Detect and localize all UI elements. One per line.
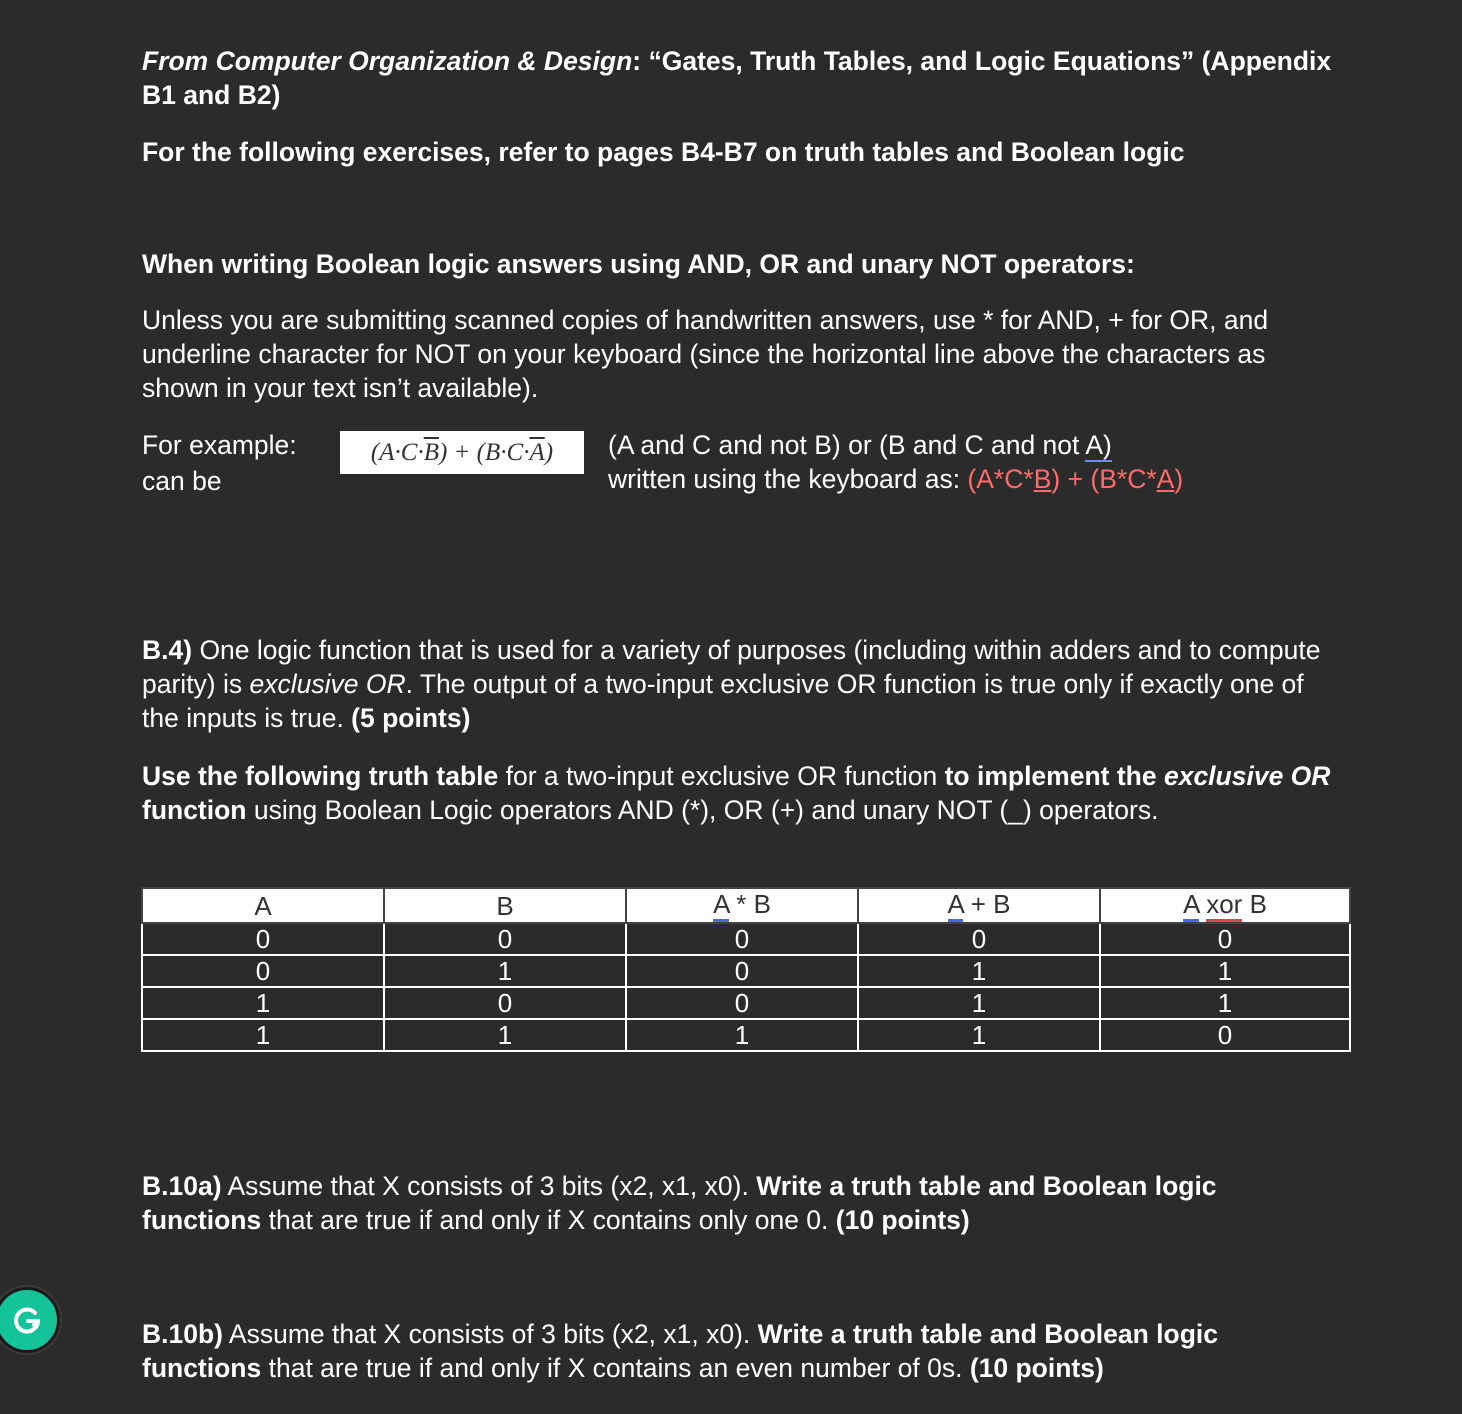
table-cell: 0 — [858, 923, 1100, 955]
example-can-be: can be — [142, 466, 222, 496]
instruction-bold: function — [142, 795, 247, 825]
kb-part: ) — [1174, 464, 1184, 494]
header-label: A * B — [713, 889, 771, 922]
instruction-text: for a two-input exclusive OR function — [498, 761, 945, 791]
question-text: Assume that X consists of 3 bits (x2, x1, x0). — [221, 1171, 757, 1201]
when-heading: When writing Boolean logic answers using AND, OR and unary NOT operators: — [142, 249, 1135, 279]
question-b10a — [142, 1169, 1342, 1237]
table-header-row — [142, 888, 1350, 923]
table-cell: 0 — [626, 987, 858, 1019]
question-id: B.4) — [142, 635, 193, 665]
question-id: B.10a) — [142, 1171, 222, 1201]
truth-table — [141, 887, 1351, 1052]
table-header-cell — [626, 888, 858, 923]
table-cell: 1 — [384, 1019, 626, 1051]
table-cell: 0 — [142, 955, 384, 987]
truth-table-instruction — [142, 759, 1342, 827]
kb-part: ) + (B*C* — [1051, 464, 1157, 494]
instruction-text: using Boolean Logic operators AND (*), OR (+) and unary NOT (_) operators. — [246, 795, 1159, 825]
table-cell: 0 — [1100, 1019, 1350, 1051]
table-header-cell — [384, 888, 626, 923]
question-text-bold: Write a truth table and Boolean logic functions — [142, 1171, 1217, 1235]
example-description — [608, 428, 1368, 496]
question-text: . The output of a two-input exclusive OR function is true only if exactly one of the inputs is true. — [142, 669, 1304, 733]
question-text: One logic function that is used for a variety of purposes (including within adders and to compute parity) is — [142, 635, 1321, 699]
table-cell: 0 — [626, 923, 858, 955]
question-points: (5 points) — [351, 703, 471, 733]
table-cell: 0 — [1100, 923, 1350, 955]
example-desc-text: (A and C and not B) or (B and C and not — [608, 430, 1086, 460]
formula-part: ) + (B·C· — [438, 439, 530, 466]
formula-b-bar: $\overline{B}$ — [423, 439, 439, 466]
table-cell: 0 — [384, 987, 626, 1019]
kb-not-a: A — [1156, 464, 1175, 494]
formula-part: ) — [544, 439, 554, 466]
table-cell: 1 — [142, 987, 384, 1019]
table-row — [142, 923, 1350, 955]
question-text-bold: Write a truth table and Boolean logic functions — [142, 1319, 1219, 1383]
table-cell: 1 — [858, 987, 1100, 1019]
instruction-bold-italic: exclusive OR — [1163, 761, 1331, 791]
table-header-cell — [1100, 888, 1350, 923]
formula-image — [340, 431, 584, 474]
source-subtitle: : “Gates, Truth Tables, and Logic Equations” (Appendix B1 and B2) — [142, 46, 1332, 110]
table-header-cell — [858, 888, 1100, 923]
question-id: B.10b) — [142, 1319, 223, 1349]
question-text: that are true if and only if X contains only one 0. — [261, 1205, 836, 1235]
example-desc-line1 — [608, 428, 1368, 462]
keyboard-expression — [967, 464, 1183, 494]
formula-part: (A·C· — [370, 439, 424, 466]
source-title: From Computer Organization & Design — [142, 46, 633, 76]
table-cell: 1 — [142, 1019, 384, 1051]
kb-part: (A*C* — [967, 464, 1034, 494]
header-label: A — [254, 890, 272, 921]
question-text-italic: exclusive OR — [249, 669, 406, 699]
question-b4 — [142, 633, 1342, 735]
instruction-bold: Use the following truth table — [142, 761, 499, 791]
header-op: * — [736, 889, 747, 919]
refer-instruction: For the following exercises, refer to pages B4-B7 on truth tables and Boolean logic — [142, 137, 1185, 167]
kb-not-b: B — [1033, 464, 1052, 494]
instruction-bold: to implement the — [944, 761, 1164, 791]
header-label: B — [496, 890, 514, 921]
table-row — [142, 1019, 1350, 1051]
example-desc-line2 — [608, 462, 1368, 496]
table-cell: 1 — [1100, 955, 1350, 987]
header-label: A + B — [948, 889, 1011, 922]
table-cell: 1 — [384, 955, 626, 987]
page-title — [142, 44, 1352, 112]
table-cell: 1 — [626, 1019, 858, 1051]
table-cell: 1 — [858, 955, 1100, 987]
question-text: that are true if and only if X contains an even number of 0s. — [261, 1353, 970, 1383]
table-cell: 0 — [384, 923, 626, 955]
header-label: A xor B — [1183, 889, 1267, 922]
question-b10b — [142, 1317, 1342, 1385]
table-row — [142, 955, 1350, 987]
question-text: Assume that X consists of 3 bits (x2, x1, x0). — [223, 1319, 758, 1349]
example-label: For example: — [142, 430, 297, 460]
grammar-suggestion[interactable]: A) — [1085, 430, 1112, 460]
table-cell: 1 — [858, 1019, 1100, 1051]
table-cell: 0 — [626, 955, 858, 987]
example-desc-text: written using the keyboard as: — [608, 464, 968, 494]
grammarly-button[interactable] — [0, 1287, 60, 1353]
table-row — [142, 987, 1350, 1019]
grammarly-icon — [7, 1300, 47, 1340]
unless-paragraph: Unless you are submitting scanned copies of handwritten answers, use * for AND, + for OR, and underline character for NOT on your keyboard (since the horizontal line above the characters as shown in your text isn’t available). — [142, 305, 1269, 403]
table-cell: 0 — [142, 923, 384, 955]
question-points: (10 points) — [835, 1205, 970, 1235]
table-cell: 1 — [1100, 987, 1350, 1019]
formula-a-bar: $\overline{A}$ — [529, 439, 545, 466]
table-header-cell — [142, 888, 384, 923]
question-points: (10 points) — [969, 1353, 1104, 1383]
